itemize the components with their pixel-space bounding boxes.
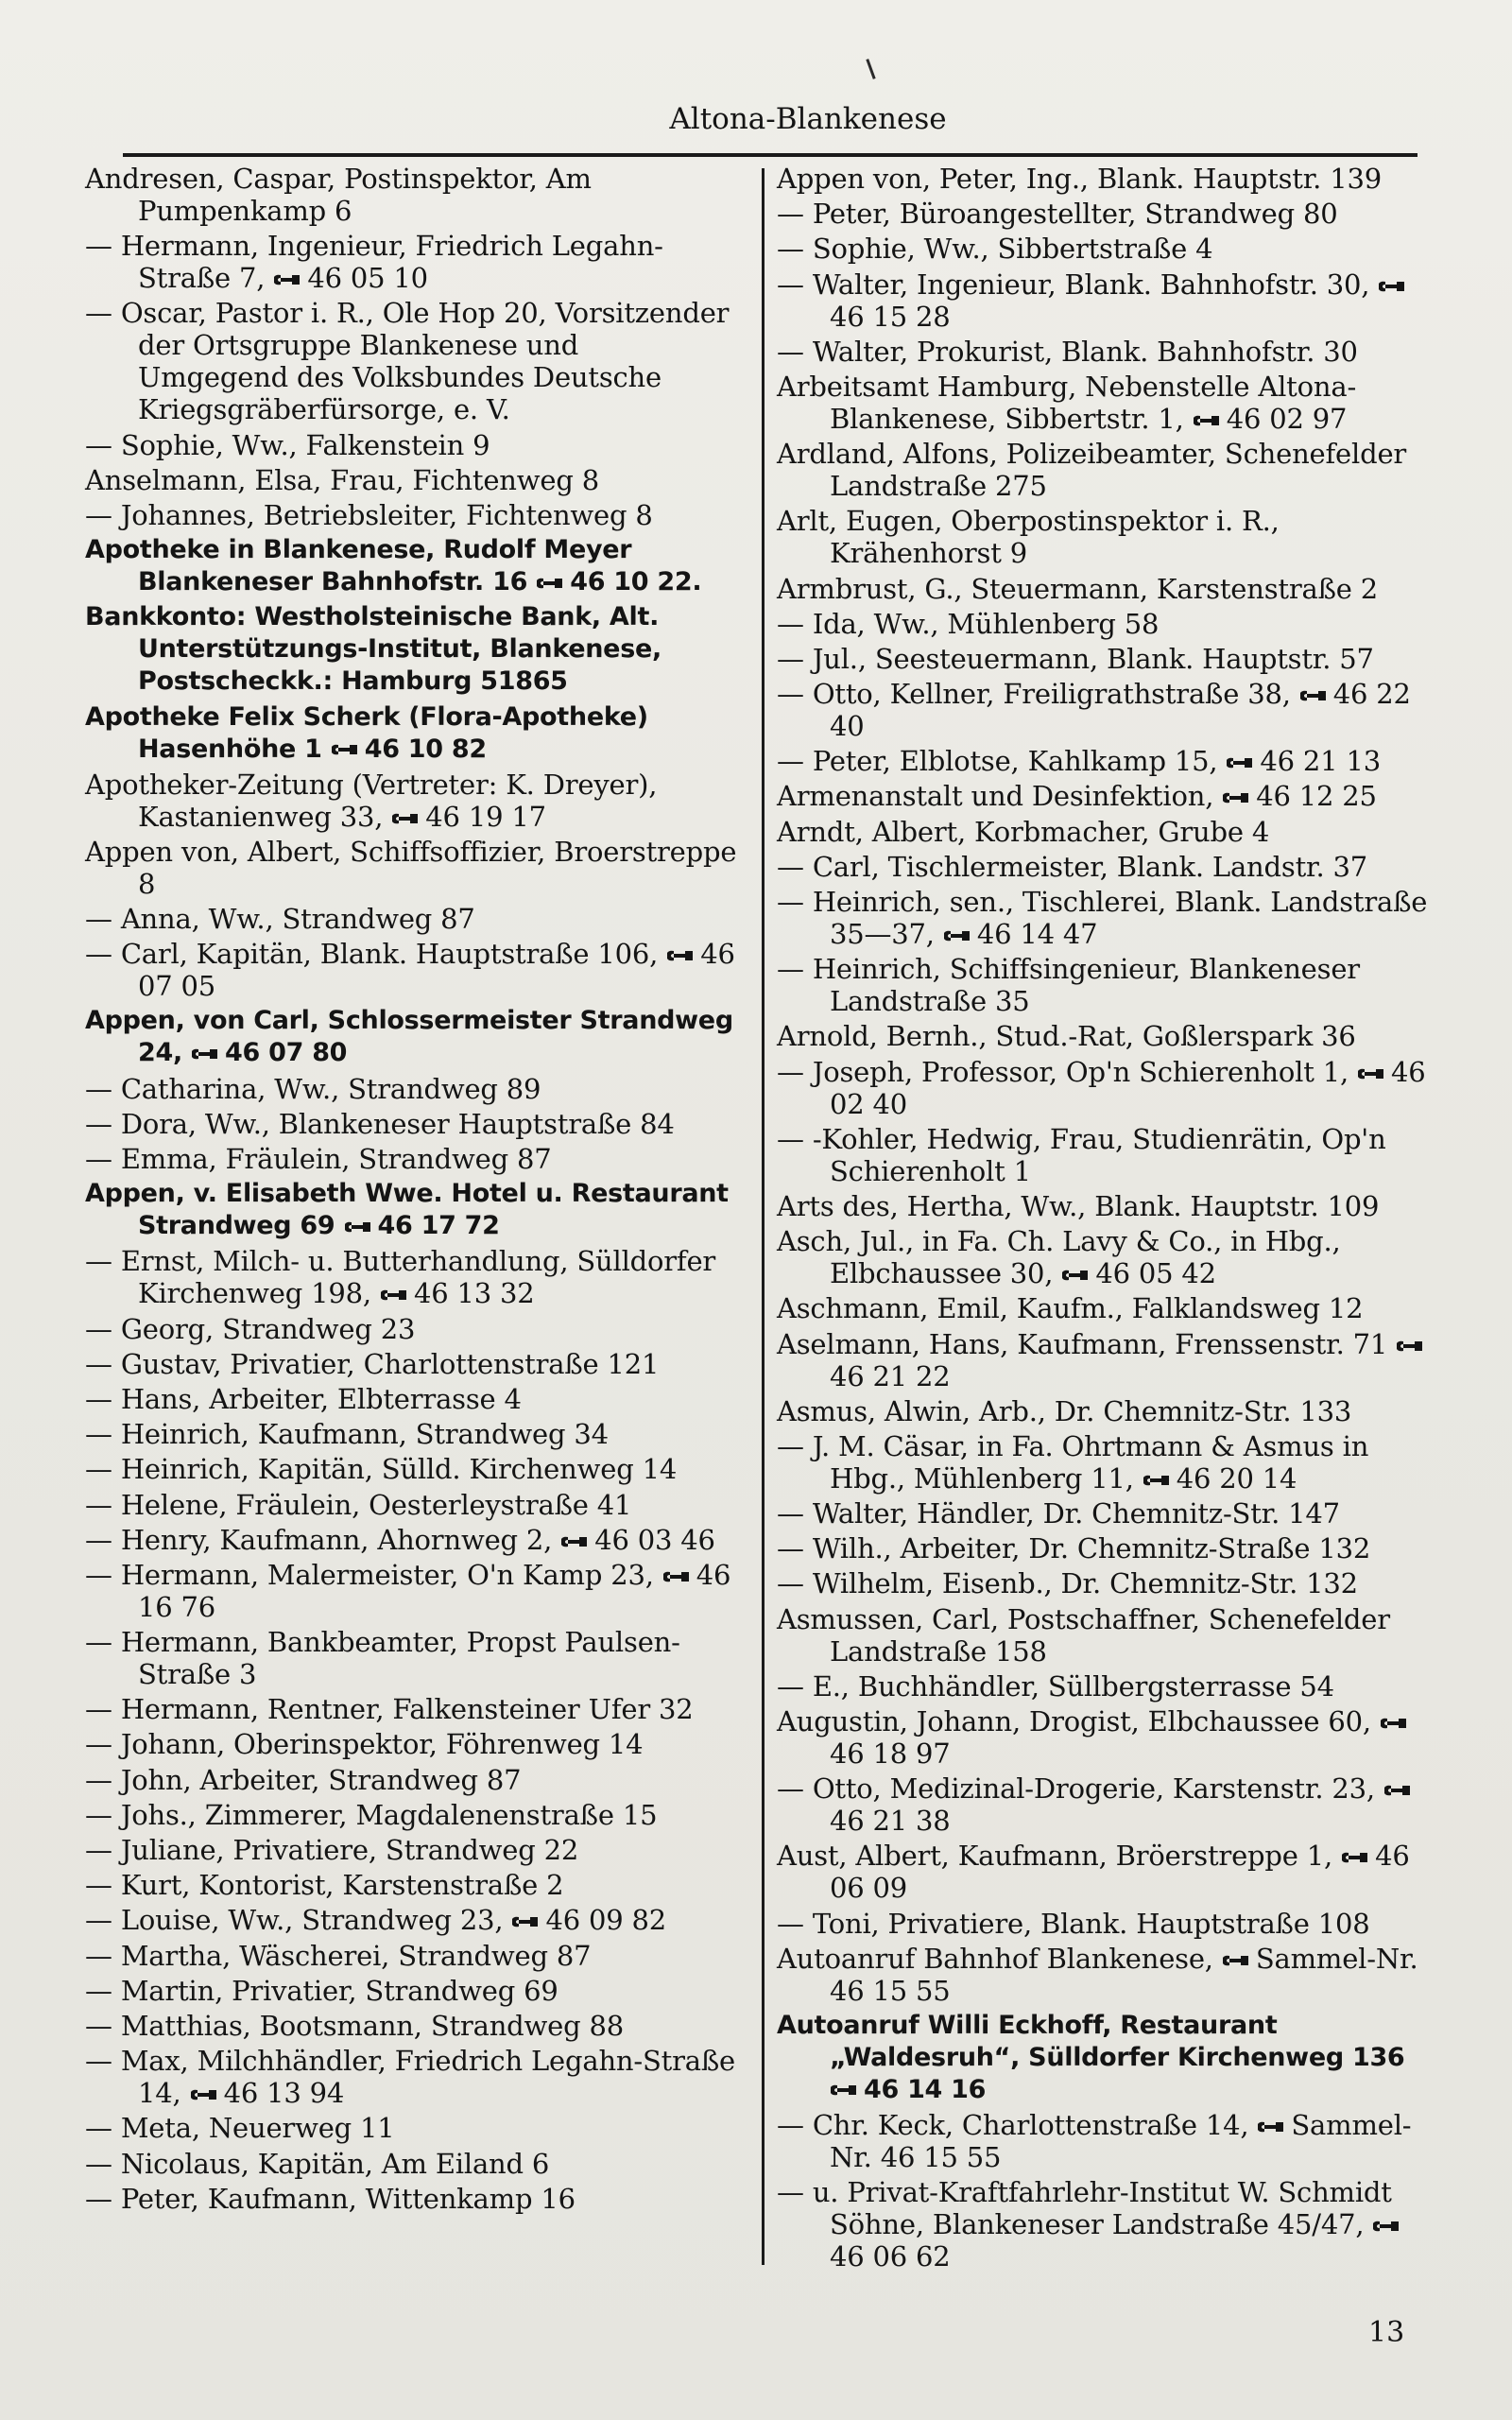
phone-number: 46 07 80 <box>225 1038 348 1068</box>
entry-text: — Oscar, Pastor i. R., Ole Hop 20, Vorsitzender der Ortsgruppe Blankenese und Umgegend des Volksbundes Deutsche Kriegsgräberfürsorge, e. V. <box>85 297 730 426</box>
directory-entry <box>85 1245 737 1309</box>
phone-number: 46 14 16 <box>864 2074 987 2104</box>
left-column <box>85 163 737 2218</box>
directory-entry <box>777 2010 1433 2106</box>
directory-entry <box>85 1834 737 1866</box>
print-mark <box>866 59 875 79</box>
entry-text: — Heinrich, sen., Tischlerei, Blank. Landstraße 35—37, <box>777 886 1428 950</box>
directory-entry <box>777 678 1433 742</box>
directory-entry <box>777 643 1433 675</box>
directory-entry <box>777 1908 1433 1940</box>
entry-text: Arts des, Hertha, Ww., Blank. Hauptstr. 109 <box>777 1189 1380 1222</box>
directory-entry <box>777 1225 1433 1289</box>
directory-entry <box>777 1056 1433 1120</box>
directory-entry <box>777 1292 1433 1324</box>
phone-number: 46 05 42 <box>1095 1257 1216 1290</box>
entry-text: Autoanruf Bahnhof Blankenese, <box>777 1942 1213 1975</box>
directory-entry <box>777 438 1433 502</box>
directory-entry <box>85 1728 737 1760</box>
phone-icon <box>662 1570 691 1583</box>
directory-entry <box>777 233 1433 265</box>
entry-text: Armbrust, G., Steuermann, Karstenstraße 2 <box>777 572 1379 605</box>
phone-number: 46 13 94 <box>223 2077 345 2110</box>
directory-entry <box>777 2176 1433 2273</box>
directory-entry <box>777 371 1433 435</box>
entry-text: Apotheker-Zeitung (Vertreter: K. Dreyer), Kastanienweg 33, <box>85 768 658 833</box>
entry-text: — Joseph, Professor, Op'n Schierenholt 1, <box>777 1055 1349 1088</box>
directory-entry <box>777 780 1433 812</box>
entry-text: Aschmann, Emil, Kaufm., Falklandsweg 12 <box>777 1292 1364 1325</box>
phone-number: 46 07 05 <box>138 938 735 1003</box>
phone-number: 46 09 82 <box>545 1904 666 1937</box>
phone-number: 46 10 22. <box>570 567 702 597</box>
directory-entry <box>85 903 737 935</box>
directory-entry <box>85 701 737 766</box>
entry-text: — Carl, Kapitän, Blank. Hauptstraße 106, <box>85 938 659 971</box>
directory-entry <box>85 2045 737 2109</box>
phone-icon <box>943 929 971 942</box>
directory-entry <box>777 1430 1433 1495</box>
directory-entry <box>85 534 737 598</box>
directory-entry <box>777 1705 1433 1770</box>
phone-icon <box>1061 1269 1090 1282</box>
phone-number: 46 19 17 <box>425 800 546 833</box>
phone-number: 46 02 97 <box>1226 402 1348 435</box>
directory-entry <box>85 230 737 294</box>
phone-number: 46 15 28 <box>830 300 951 333</box>
phone-icon <box>391 812 420 825</box>
entry-text: — Toni, Privatiere, Blank. Hauptstraße 108 <box>777 1907 1370 1940</box>
entry-text: — Georg, Strandweg 23 <box>85 1312 416 1345</box>
entry-text: — Kurt, Kontorist, Karstenstraße 2 <box>85 1869 564 1902</box>
entry-text: — Jul., Seesteuermann, Blank. Hauptstr. 57 <box>777 642 1374 675</box>
directory-entry <box>85 1383 737 1415</box>
entry-text: — Ernst, Milch- u. Butterhandlung, Sülldorfer Kirchenweg 198, <box>85 1245 716 1310</box>
directory-entry <box>85 1453 737 1485</box>
entry-text: — Otto, Kellner, Freiligrathstraße 38, <box>777 678 1291 711</box>
directory-entry <box>777 1603 1433 1668</box>
entry-text: Augustin, Johann, Drogist, Elbchaussee 60, <box>777 1705 1371 1737</box>
directory-entry <box>777 745 1433 777</box>
directory-entry <box>777 886 1433 950</box>
entry-text: — Walter, Händler, Dr. Chemnitz-Str. 147 <box>777 1497 1340 1530</box>
entry-text: Arlt, Eugen, Oberpostinspektor i. R., Krähenhorst 9 <box>777 505 1280 570</box>
phone-number: 46 06 09 <box>830 1840 1410 1905</box>
directory-entry <box>85 1418 737 1450</box>
phone-icon <box>1143 1474 1171 1487</box>
entry-text: Apotheke in Blankenese, Rudolf Meyer Blankeneser Bahnhofstr. 16 <box>85 535 632 597</box>
phone-icon <box>191 1047 219 1061</box>
directory-entry <box>777 573 1433 605</box>
entry-text: — Helene, Fräulein, Oesterleystraße 41 <box>85 1488 632 1521</box>
directory-entry <box>777 198 1433 230</box>
directory-entry <box>777 1532 1433 1564</box>
directory-entry <box>777 1190 1433 1222</box>
phone-icon <box>273 273 301 286</box>
phone-number: 46 12 25 <box>1256 780 1377 813</box>
directory-entry <box>85 1489 737 1521</box>
phone-icon <box>1222 1954 1250 1967</box>
phone-icon <box>511 1915 540 1928</box>
entry-text: — Heinrich, Kapitän, Sülld. Kirchenweg 14 <box>85 1453 678 1486</box>
phone-icon <box>344 1220 372 1234</box>
entry-text: — Martha, Wäscherei, Strandweg 87 <box>85 1939 592 1972</box>
directory-entry <box>777 1395 1433 1427</box>
directory-entry <box>85 2148 737 2180</box>
phone-icon <box>1257 2120 1285 2134</box>
entry-text: — Louise, Ww., Strandweg 23, <box>85 1904 504 1937</box>
directory-entry <box>85 1108 737 1140</box>
directory-entry <box>777 1670 1433 1703</box>
phone-icon <box>1396 1340 1424 1353</box>
entry-text: — Chr. Keck, Charlottenstraße 14, <box>777 2109 1249 2142</box>
phone-icon <box>380 1288 408 1302</box>
directory-entry <box>777 608 1433 640</box>
right-column <box>777 163 1433 2276</box>
directory-entry <box>777 1943 1433 2007</box>
entry-text: Arnold, Bernh., Stud.-Rat, Goßlerspark 36 <box>777 1020 1356 1053</box>
phone-number: Sammel-Nr. 46 15 55 <box>830 2109 1412 2174</box>
directory-entry <box>85 1940 737 1972</box>
directory-entry <box>85 601 737 698</box>
directory-entry <box>777 1020 1433 1052</box>
entry-text: — Otto, Medizinal-Drogerie, Karstenstr. 23, <box>777 1772 1375 1806</box>
entry-text: — Hermann, Malermeister, O'n Kamp 23, <box>85 1558 654 1591</box>
directory-entry <box>85 1693 737 1725</box>
phone-number: 46 13 32 <box>413 1277 535 1310</box>
directory-entry <box>777 953 1433 1017</box>
column-divider <box>762 168 765 2265</box>
directory-entry <box>85 1073 737 1105</box>
phone-icon <box>1193 414 1221 427</box>
directory-entry <box>85 769 737 833</box>
entry-text: Anselmann, Elsa, Frau, Fichtenweg 8 <box>85 463 599 496</box>
phone-icon <box>666 949 695 962</box>
directory-entry <box>777 163 1433 195</box>
entry-text: — Wilhelm, Eisenb., Dr. Chemnitz-Str. 132 <box>777 1567 1358 1600</box>
directory-entry <box>85 836 737 900</box>
entry-text: Apotheke Felix Scherk (Flora-Apotheke) Hasenhöhe 1 <box>85 701 648 764</box>
entry-text: — Johs., Zimmerer, Magdalenenstraße 15 <box>85 1798 658 1831</box>
entry-text: — u. Privat-Kraftfahrlehr-Institut W. Schmidt Söhne, Blankeneser Landstraße 45/47, <box>777 2176 1392 2241</box>
entry-text: — Sophie, Ww., Sibbertstraße 4 <box>777 233 1213 266</box>
entry-text: — J. M. Cäsar, in Fa. Ohrtmann & Asmus in Hbg., Mühlenberg 11, <box>777 1429 1369 1495</box>
phone-icon <box>1226 756 1254 769</box>
phone-number: Sammel-Nr. 46 15 55 <box>830 1942 1418 2007</box>
phone-number: 46 16 76 <box>138 1558 731 1623</box>
directory-entry <box>777 1840 1433 1904</box>
phone-number: 46 22 40 <box>830 678 1411 743</box>
directory-entry <box>85 1764 737 1796</box>
entry-text: — Wilh., Arbeiter, Dr. Chemnitz-Straße 132 <box>777 1532 1371 1565</box>
entry-text: Ardland, Alfons, Polizeibeamter, Schenefelder Landstraße 275 <box>777 438 1407 503</box>
entry-text: — Johann, Oberinspektor, Föhrenweg 14 <box>85 1728 644 1761</box>
directory-entry <box>85 1143 737 1175</box>
entry-text: — Hans, Arbeiter, Elbterrasse 4 <box>85 1382 522 1415</box>
directory-entry <box>85 1524 737 1556</box>
entry-text: — Sophie, Ww., Falkenstein 9 <box>85 428 490 461</box>
entry-text: — Martin, Privatier, Strandweg 69 <box>85 1974 558 2007</box>
directory-entry <box>85 1313 737 1345</box>
entry-text: Arbeitsamt Hamburg, Nebenstelle Altona-Blankenese, Sibbertstr. 1, <box>777 370 1357 435</box>
entry-text: Autoanruf Willi Eckhoff, Restaurant „Waldesruh“, Sülldorfer Kirchenweg 136 <box>777 2010 1405 2072</box>
phone-number: 46 06 62 <box>830 2240 951 2273</box>
entry-text: — Nicolaus, Kapitän, Am Eiland 6 <box>85 2147 550 2180</box>
directory-entry <box>777 851 1433 883</box>
entry-text: — Peter, Kaufmann, Wittenkamp 16 <box>85 2182 576 2215</box>
entry-text: — Anna, Ww., Strandweg 87 <box>85 903 475 936</box>
entry-text: — Meta, Neuerweg 11 <box>85 2112 395 2145</box>
directory-entry <box>777 268 1433 333</box>
entry-text: Armenanstalt und Desinfektion, <box>777 780 1214 813</box>
phone-icon <box>560 1535 589 1548</box>
phone-icon <box>1299 689 1328 702</box>
directory-entry <box>85 1869 737 1901</box>
entry-text: Asmussen, Carl, Postschaffner, Schenefelder Landstraße 158 <box>777 1602 1390 1668</box>
entry-text: — Ida, Ww., Mühlenberg 58 <box>777 607 1160 640</box>
directory-entry <box>85 2112 737 2144</box>
entry-text: Appen, v. Elisabeth Wwe. Hotel u. Restaurant Strandweg 69 <box>85 1179 729 1241</box>
phone-icon <box>331 743 359 756</box>
phone-number: 46 17 72 <box>377 1211 500 1241</box>
entry-text: — Juliane, Privatiere, Strandweg 22 <box>85 1834 579 1866</box>
directory-entry <box>85 2183 737 2215</box>
phone-icon <box>1357 1067 1385 1080</box>
directory-entry <box>85 429 737 461</box>
entry-text: — John, Arbeiter, Strandweg 87 <box>85 1763 522 1796</box>
entry-text: — Heinrich, Schiffsingenieur, Blankeneser Landstraße 35 <box>777 953 1360 1018</box>
phone-number: 46 02 40 <box>830 1055 1426 1120</box>
entry-text: — Walter, Ingenieur, Blank. Bahnhofstr. 30, <box>777 268 1370 301</box>
entry-text: Asmus, Alwin, Arb., Dr. Chemnitz-Str. 133 <box>777 1394 1352 1427</box>
directory-entry <box>85 464 737 496</box>
phone-number: 46 20 14 <box>1176 1461 1297 1495</box>
entry-text: Appen, von Carl, Schlossermeister Strandweg 24, <box>85 1006 733 1068</box>
directory-entry <box>777 816 1433 848</box>
entry-text: Bankkonto: Westholsteinische Bank, Alt. Unterstützungs-Institut, Blankenese, Postscheckk.: Hamburg 51865 <box>85 602 662 697</box>
entry-text: — Gustav, Privatier, Charlottenstraße 121 <box>85 1347 660 1380</box>
entry-text: — Walter, Prokurist, Blank. Bahnhofstr. 30 <box>777 335 1358 368</box>
page-header: Altona-Blankenese <box>669 102 947 136</box>
directory-entry <box>777 1497 1433 1530</box>
entry-text: — Johannes, Betriebsleiter, Fichtenweg 8 <box>85 498 653 531</box>
directory-entry <box>777 336 1433 368</box>
directory-entry <box>85 297 737 425</box>
phone-icon <box>830 2083 858 2097</box>
directory-entry <box>777 1328 1433 1392</box>
directory-entry <box>85 1348 737 1380</box>
entry-text: Appen von, Albert, Schiffsoffizier, Broerstreppe 8 <box>85 835 737 900</box>
entry-text: — Heinrich, Kaufmann, Strandweg 34 <box>85 1418 609 1451</box>
entry-text: — Peter, Büroangestellter, Strandweg 80 <box>777 198 1338 231</box>
directory-entry <box>85 1626 737 1690</box>
directory-entry <box>85 1799 737 1831</box>
phone-number: 46 21 38 <box>830 1805 951 1838</box>
directory-entry <box>777 1772 1433 1837</box>
entry-text: Aust, Albert, Kaufmann, Bröerstreppe 1, <box>777 1840 1333 1873</box>
entry-text: Appen von, Peter, Ing., Blank. Hauptstr. 139 <box>777 163 1382 195</box>
directory-entry <box>777 1123 1433 1187</box>
phone-number: 46 03 46 <box>594 1523 715 1556</box>
entry-text: — -Kohler, Hedwig, Frau, Studienrätin, Op'n Schierenholt 1 <box>777 1122 1386 1187</box>
phone-icon <box>1341 1851 1369 1864</box>
directory-entry <box>85 1975 737 2007</box>
phone-icon <box>1378 280 1406 293</box>
phone-number: 46 05 10 <box>307 262 428 295</box>
directory-entry <box>85 2010 737 2042</box>
directory-entry <box>777 505 1433 569</box>
directory-entry <box>85 499 737 531</box>
phone-icon <box>1380 1717 1408 1730</box>
phone-icon <box>1372 2220 1400 2233</box>
directory-entry <box>85 1178 737 1242</box>
entry-text: — Catharina, Ww., Strandweg 89 <box>85 1072 541 1105</box>
entry-text: — Matthias, Bootsmann, Strandweg 88 <box>85 2009 624 2042</box>
directory-entry <box>777 2109 1433 2173</box>
entry-text: — Peter, Elblotse, Kahlkamp 15, <box>777 745 1218 778</box>
entry-text: — Henry, Kaufmann, Ahornweg 2, <box>85 1523 553 1556</box>
directory-entry <box>777 1567 1433 1599</box>
entry-text: — Emma, Fräulein, Strandweg 87 <box>85 1143 552 1175</box>
entry-text: — Max, Milchhändler, Friedrich Legahn-Straße 14, <box>85 2045 736 2110</box>
directory-entry <box>85 163 737 227</box>
directory-entry <box>85 1559 737 1623</box>
entry-text: — Hermann, Bankbeamter, Propst Paulsen-Straße 3 <box>85 1626 680 1691</box>
entry-text: — Dora, Ww., Blankeneser Hauptstraße 84 <box>85 1107 675 1140</box>
directory-entry <box>85 1005 737 1069</box>
directory-entry <box>85 938 737 1002</box>
phone-number: 46 18 97 <box>830 1737 951 1770</box>
phone-icon <box>1222 791 1250 804</box>
entry-text: Asch, Jul., in Fa. Ch. Lavy & Co., in Hbg., Elbchaussee 30, <box>777 1225 1341 1290</box>
entry-text: Aselmann, Hans, Kaufmann, Frenssenstr. 71 <box>777 1327 1388 1360</box>
phone-icon <box>1383 1784 1412 1797</box>
directory-entry <box>85 1904 737 1936</box>
entry-text: — Carl, Tischlermeister, Blank. Landstr. 37 <box>777 850 1368 883</box>
phone-icon <box>190 2088 218 2101</box>
phone-number: 46 21 22 <box>830 1359 951 1392</box>
entry-text: — E., Buchhändler, Süllbergsterrasse 54 <box>777 1669 1334 1703</box>
entry-text: — Hermann, Ingenieur, Friedrich Legahn-Straße 7, <box>85 230 663 295</box>
phone-icon <box>536 577 564 590</box>
entry-text: — Hermann, Rentner, Falkensteiner Ufer 32 <box>85 1693 694 1726</box>
header-rule <box>123 153 1418 157</box>
phone-number: 46 10 82 <box>364 734 487 764</box>
page-number: 13 <box>1368 2316 1405 2349</box>
entry-text: Arndt, Albert, Korbmacher, Grube 4 <box>777 815 1270 848</box>
phone-number: 46 21 13 <box>1260 745 1381 778</box>
entry-text: Andresen, Caspar, Postinspektor, Am Pumpenkamp 6 <box>85 163 592 227</box>
phone-number: 46 14 47 <box>976 918 1098 950</box>
